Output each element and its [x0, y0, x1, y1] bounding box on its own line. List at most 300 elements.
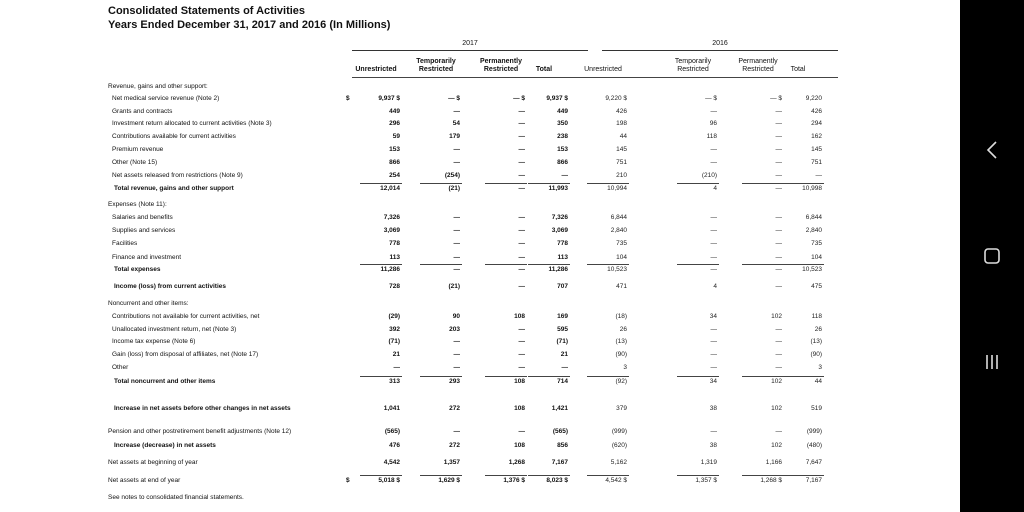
row-value: 751	[811, 159, 822, 166]
row-label: Contributions available for current activities	[112, 133, 236, 140]
row-value: —	[518, 185, 525, 192]
row-value: 4	[713, 283, 717, 290]
row-value: 7,167	[805, 477, 822, 484]
row-value: 34	[709, 313, 717, 320]
row-value: —	[710, 214, 717, 221]
row-value: 6,844	[805, 214, 822, 221]
row-value: 104	[616, 254, 627, 261]
row-value: 751	[616, 159, 627, 166]
sum-rule	[677, 183, 719, 184]
row-value: 162	[811, 133, 822, 140]
page-title: Consolidated Statements of Activities	[108, 5, 306, 17]
sum-rule	[528, 264, 570, 265]
back-chevron-icon	[984, 140, 1000, 160]
table-row	[108, 300, 858, 312]
row-label: Pension and other postretirement benefit adjustments (Note 12)	[108, 428, 292, 435]
dollar-sign: $	[346, 95, 350, 102]
table-row	[108, 364, 858, 376]
sum-rule	[420, 264, 462, 265]
table-row	[108, 201, 858, 213]
row-value: 108	[514, 442, 525, 449]
sum-rule	[742, 376, 784, 377]
row-value: 1,166	[765, 459, 782, 466]
table-row	[108, 83, 858, 95]
row-value: 4	[713, 185, 717, 192]
row-value: 3	[623, 364, 627, 371]
row-label: Total noncurrent and other items	[114, 378, 216, 385]
row-value: 293	[449, 378, 460, 385]
sum-rule	[782, 183, 824, 184]
year-2016-rule	[602, 50, 838, 51]
row-value: —	[710, 159, 717, 166]
row-value: 9,220	[805, 95, 822, 102]
row-value: —	[453, 159, 460, 166]
row-value: 38	[709, 442, 717, 449]
row-value: 10,998	[802, 185, 822, 192]
row-value: 21	[392, 351, 400, 358]
table-row	[108, 159, 858, 171]
row-value: —	[710, 428, 717, 435]
row-value: (565)	[552, 428, 568, 435]
row-label: Expenses (Note 11):	[108, 201, 167, 208]
sum-rule	[485, 475, 527, 476]
row-value: 254	[389, 172, 400, 179]
row-value: 1,268 $	[760, 477, 782, 484]
page-subtitle: Years Ended December 31, 2017 and 2016 (In Millions)	[108, 19, 391, 31]
table-row	[108, 428, 858, 440]
year-2016-header: 2016	[712, 40, 728, 47]
row-value: —	[518, 120, 525, 127]
sum-rule	[528, 183, 570, 184]
row-value: 210	[616, 172, 627, 179]
sum-rule	[587, 376, 629, 377]
row-label: Income tax expense (Note 6)	[112, 338, 196, 345]
row-value: —	[710, 338, 717, 345]
row-label: Gain (loss) from disposal of affiliates, net (Note 17)	[112, 351, 259, 358]
row-value: —	[710, 146, 717, 153]
column-header: Temporarily Restricted	[674, 58, 712, 73]
row-value: 2,840	[610, 227, 627, 234]
row-value: —	[710, 240, 717, 247]
row-value: 1,319	[700, 459, 717, 466]
row-value: 4,542 $	[605, 477, 627, 484]
row-value: 728	[389, 283, 400, 290]
table-row	[108, 266, 858, 278]
row-value: 449	[389, 108, 400, 115]
row-value: 34	[709, 378, 717, 385]
row-value: —	[775, 351, 782, 358]
row-value: —	[453, 254, 460, 261]
row-value: —	[775, 364, 782, 371]
row-value: (565)	[384, 428, 400, 435]
sum-rule	[677, 264, 719, 265]
row-value: 145	[811, 146, 822, 153]
sum-rule	[587, 475, 629, 476]
column-header: Temporarily Restricted	[416, 58, 456, 73]
row-value: —	[561, 364, 568, 371]
row-value: 856	[557, 442, 568, 449]
row-value: 1,376 $	[503, 477, 525, 484]
row-value: 707	[557, 283, 568, 290]
row-value: 10,523	[802, 266, 822, 273]
table-row	[108, 459, 858, 471]
row-value: (999)	[806, 428, 822, 435]
row-value: 1,357 $	[695, 477, 717, 484]
table-row	[108, 214, 858, 226]
row-value: (210)	[701, 172, 717, 179]
row-value: —	[518, 214, 525, 221]
row-value: 9,937 $	[546, 95, 568, 102]
row-value: —	[453, 338, 460, 345]
row-value: —	[775, 146, 782, 153]
row-value: —	[775, 185, 782, 192]
sum-rule	[485, 264, 527, 265]
row-value: —	[453, 108, 460, 115]
row-label: Salaries and benefits	[112, 214, 173, 221]
row-value: 9,937 $	[378, 95, 400, 102]
table-row	[108, 227, 858, 239]
row-value: 475	[811, 283, 822, 290]
row-value: (71)	[388, 338, 400, 345]
year-2017-header: 2017	[462, 40, 478, 47]
dollar-sign: $	[346, 477, 350, 484]
row-label: Unallocated investment return, net (Note 3)	[112, 326, 237, 333]
row-value: —	[518, 159, 525, 166]
row-value: 866	[389, 159, 400, 166]
row-value: —	[518, 364, 525, 371]
sum-rule	[677, 475, 719, 476]
row-label: Facilities	[112, 240, 138, 247]
footer-note: See notes to consolidated financial statements.	[108, 494, 244, 501]
row-value: 203	[449, 326, 460, 333]
row-value: (71)	[556, 338, 568, 345]
sum-rule	[420, 376, 462, 377]
row-label: Net assets at beginning of year	[108, 459, 198, 466]
sum-rule	[485, 183, 527, 184]
row-value: 7,326	[383, 214, 400, 221]
sum-rule	[742, 183, 784, 184]
row-value: (90)	[810, 351, 822, 358]
row-value: —	[453, 351, 460, 358]
row-label: Investment return allocated to current activities (Note 3)	[112, 120, 272, 127]
recents-button[interactable]	[960, 342, 1024, 382]
row-value: —	[775, 133, 782, 140]
row-value: (29)	[388, 313, 400, 320]
row-value: —	[518, 351, 525, 358]
row-value: 113	[389, 254, 400, 261]
row-value: —	[815, 172, 822, 179]
row-value: 866	[557, 159, 568, 166]
row-value: 145	[616, 146, 627, 153]
row-value: 5,162	[610, 459, 627, 466]
row-value: —	[518, 240, 525, 247]
row-value: 7,326	[551, 214, 568, 221]
sum-rule	[360, 183, 402, 184]
table-row	[108, 146, 858, 158]
row-value: 4,542	[383, 459, 400, 466]
row-value: 379	[616, 405, 627, 412]
table-row	[108, 405, 858, 417]
row-value: 108	[514, 405, 525, 412]
row-value: —	[775, 266, 782, 273]
row-value: 735	[811, 240, 822, 247]
row-value: —	[453, 364, 460, 371]
row-value: 104	[811, 254, 822, 261]
row-label: Net assets released from restrictions (Note 9)	[112, 172, 243, 179]
row-value: 1,041	[383, 405, 400, 412]
row-value: —	[775, 338, 782, 345]
row-value: —	[775, 326, 782, 333]
row-value: (620)	[611, 442, 627, 449]
row-value: 449	[557, 108, 568, 115]
row-value: 59	[392, 133, 400, 140]
table-row	[108, 95, 858, 107]
row-label: Finance and investment	[112, 254, 182, 261]
row-value: —	[710, 326, 717, 333]
row-value: —	[518, 133, 525, 140]
home-square-icon	[982, 246, 1002, 266]
row-value: 198	[616, 120, 627, 127]
row-value: —	[518, 428, 525, 435]
row-value: 1,421	[551, 405, 568, 412]
row-value: —	[518, 326, 525, 333]
table-row	[108, 185, 858, 197]
row-value: 54	[452, 120, 460, 127]
sum-rule	[360, 376, 402, 377]
row-value: 294	[811, 120, 822, 127]
sum-rule	[420, 183, 462, 184]
row-value: 272	[449, 442, 460, 449]
row-value: — $	[513, 95, 525, 102]
sum-rule	[677, 376, 719, 377]
row-value: —	[775, 159, 782, 166]
table-row	[108, 283, 858, 295]
row-value: 118	[706, 133, 717, 140]
row-value: 21	[560, 351, 568, 358]
table-row	[108, 108, 858, 120]
row-value: —	[518, 266, 525, 273]
column-header: Unrestricted	[355, 66, 397, 73]
row-value: 38	[709, 405, 717, 412]
row-value: —	[775, 254, 782, 261]
row-label: Contributions not available for current activities, net	[112, 313, 260, 320]
sum-rule	[587, 183, 629, 184]
row-label: Income (loss) from current activities	[114, 283, 226, 290]
row-value: 108	[514, 378, 525, 385]
row-value: 9,220 $	[605, 95, 627, 102]
table-row	[108, 120, 858, 132]
row-value: 350	[557, 120, 568, 127]
table-row	[108, 477, 858, 489]
row-value: 313	[389, 378, 400, 385]
column-header: Unrestricted	[584, 66, 622, 73]
row-label: Total revenue, gains and other support	[114, 185, 234, 192]
row-label: Premium revenue	[112, 146, 164, 153]
row-value: 10,523	[607, 266, 627, 273]
row-value: 118	[811, 313, 822, 320]
row-label: Grants and contracts	[112, 108, 173, 115]
android-nav-bar	[960, 0, 1024, 512]
row-value: 26	[619, 326, 627, 333]
row-value: —	[518, 283, 525, 290]
sum-rule	[360, 264, 402, 265]
row-value: —	[453, 214, 460, 221]
sum-rule	[420, 475, 462, 476]
row-value: —	[710, 266, 717, 273]
table-row	[108, 133, 858, 145]
table-row	[108, 442, 858, 454]
row-value: 179	[449, 133, 460, 140]
row-label: Revenue, gains and other support:	[108, 83, 208, 90]
column-header: Permanently Restricted	[479, 58, 523, 73]
row-value: —	[710, 364, 717, 371]
row-value: 5,018 $	[378, 477, 400, 484]
row-value: —	[518, 227, 525, 234]
table-row	[108, 326, 858, 338]
row-label: Net assets at end of year	[108, 477, 181, 484]
table-row	[108, 240, 858, 252]
row-value: 108	[514, 313, 525, 320]
row-value: (92)	[615, 378, 627, 385]
row-value: —	[775, 172, 782, 179]
row-value: —	[453, 240, 460, 247]
row-value: 90	[452, 313, 460, 320]
row-value: 778	[389, 240, 400, 247]
row-value: —	[710, 108, 717, 115]
row-value: —	[453, 428, 460, 435]
row-value: 714	[557, 378, 568, 385]
row-value: 11,286	[548, 266, 568, 273]
row-value: 1,629 $	[438, 477, 460, 484]
row-label: Noncurrent and other items:	[108, 300, 189, 307]
row-value: 426	[616, 108, 627, 115]
row-value: —	[518, 146, 525, 153]
row-value: 476	[389, 442, 400, 449]
column-header: Permanently Restricted	[738, 58, 778, 73]
row-value: 238	[557, 133, 568, 140]
row-value: —	[518, 254, 525, 261]
row-value: 7,167	[551, 459, 568, 466]
row-value: —	[561, 172, 568, 179]
sum-rule	[782, 264, 824, 265]
row-value: — $	[705, 95, 717, 102]
row-value: 1,357	[443, 459, 460, 466]
row-value: 426	[811, 108, 822, 115]
sum-rule	[528, 475, 570, 476]
row-value: 296	[389, 120, 400, 127]
sum-rule	[528, 376, 570, 377]
row-value: 44	[619, 133, 627, 140]
row-value: —	[775, 428, 782, 435]
row-value: —	[710, 351, 717, 358]
row-value: —	[393, 364, 400, 371]
column-header: Total	[790, 66, 806, 73]
row-value: —	[710, 254, 717, 261]
row-value: 153	[389, 146, 400, 153]
row-value: (21)	[448, 283, 460, 290]
row-value: — $	[448, 95, 460, 102]
row-value: 6,844	[610, 214, 627, 221]
row-value: 102	[771, 313, 782, 320]
row-label: Supplies and services	[112, 227, 176, 234]
row-label: Net medical service revenue (Note 2)	[112, 95, 220, 102]
row-value: (13)	[615, 338, 627, 345]
row-value: 2,840	[805, 227, 822, 234]
table-row	[108, 351, 858, 363]
sum-rule	[360, 475, 402, 476]
row-value: (90)	[615, 351, 627, 358]
row-value: —	[775, 108, 782, 115]
row-value: —	[775, 240, 782, 247]
row-label: Increase (decrease) in net assets	[114, 442, 216, 449]
row-value: 778	[557, 240, 568, 247]
row-value: 153	[557, 146, 568, 153]
row-value: 44	[814, 378, 822, 385]
row-value: (254)	[444, 172, 460, 179]
row-value: 102	[771, 405, 782, 412]
row-value: (480)	[806, 442, 822, 449]
row-value: —	[775, 120, 782, 127]
row-value: 3,069	[551, 227, 568, 234]
row-value: 102	[771, 378, 782, 385]
row-label: Other	[112, 364, 129, 371]
row-value: 3,069	[383, 227, 400, 234]
row-value: 169	[557, 313, 568, 320]
row-value: —	[518, 338, 525, 345]
row-value: 595	[557, 326, 568, 333]
row-label: Increase in net assets before other changes in net assets	[114, 405, 291, 412]
row-value: —	[518, 172, 525, 179]
sum-rule	[782, 475, 824, 476]
table-row	[108, 338, 858, 350]
row-value: 7,647	[805, 459, 822, 466]
row-value: (21)	[448, 185, 460, 192]
row-value: 471	[616, 283, 627, 290]
row-label: Total expenses	[114, 266, 161, 273]
row-value: 11,286	[380, 266, 400, 273]
row-value: 113	[557, 254, 568, 261]
row-value: —	[453, 266, 460, 273]
row-value: —	[775, 283, 782, 290]
row-value: 96	[709, 120, 717, 127]
row-value: —	[710, 227, 717, 234]
row-value: 12,014	[380, 185, 400, 192]
table-row	[108, 378, 858, 390]
row-value: — $	[770, 95, 782, 102]
recents-bars-icon	[982, 352, 1002, 372]
row-value: 272	[449, 405, 460, 412]
sum-rule	[742, 475, 784, 476]
row-value: —	[775, 214, 782, 221]
row-value: 10,994	[607, 185, 627, 192]
sum-rule	[485, 376, 527, 377]
year-2017-rule	[352, 50, 588, 51]
sum-rule	[742, 264, 784, 265]
sum-rule	[782, 376, 824, 377]
row-value: —	[453, 146, 460, 153]
table-row	[108, 313, 858, 325]
home-button[interactable]	[960, 236, 1024, 276]
row-value: 1,268	[508, 459, 525, 466]
row-value: —	[453, 227, 460, 234]
back-button[interactable]	[960, 130, 1024, 170]
row-value: 26	[814, 326, 822, 333]
row-value: 8,023 $	[546, 477, 568, 484]
row-value: 102	[771, 442, 782, 449]
row-label: Other (Note 15)	[112, 159, 158, 166]
row-value: (999)	[611, 428, 627, 435]
row-value: (18)	[615, 313, 627, 320]
